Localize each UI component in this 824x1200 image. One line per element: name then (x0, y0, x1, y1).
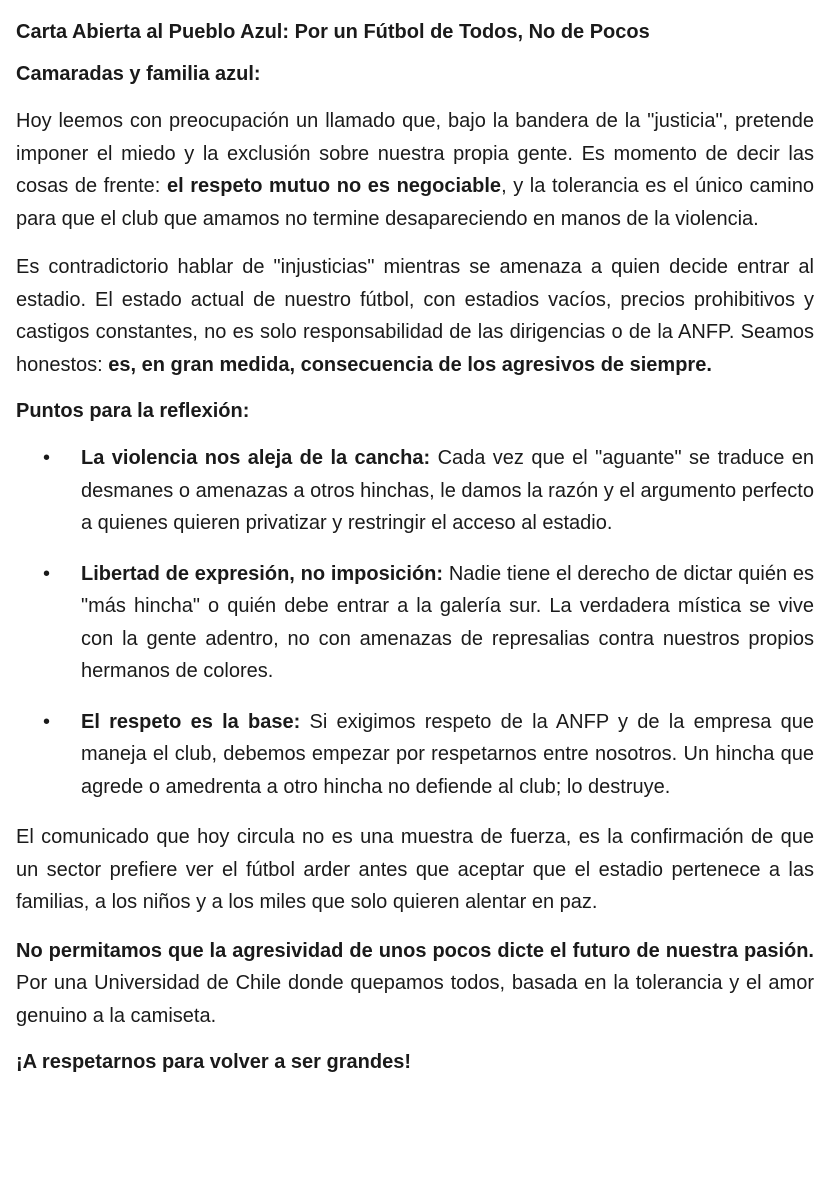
point-title: El respeto es la base: (81, 710, 301, 733)
paragraph-contradiction (16, 251, 814, 381)
paragraph-intro-text-end: , y la tolerancia es el único camino para que el club que amamos no termine desapareciendo en manos de la violencia. (16, 175, 814, 230)
list-item (16, 558, 814, 688)
paragraph-contradiction-emphasis: es, en gran medida, consecuencia de los agresivos de siempre. (108, 353, 712, 376)
paragraph-intro-text: Hoy leemos con preocupación un llamado que, bajo la bandera de la "justicia", pretende imponer el miedo y la exclusión sobre nuestra propia gente. Es momento de decir las cosas de frente: (16, 110, 814, 197)
paragraph-communique: El comunicado que hoy circula no es una muestra de fuerza, es la confirmación de que un sector prefiere ver el fútbol arder antes que aceptar que el estadio pertenece a las familias, a los niños y a los miles que solo quieren alentar en paz. (16, 826, 814, 913)
points-heading: Puntos para la reflexión: (16, 400, 250, 422)
point-text: Cada vez que el "aguante" se traduce en desmanes o amenazas a otros hinchas, le damos la razón y el argumento perfecto a quienes quieren privatizar y restringir el acceso al estadio. (81, 447, 814, 534)
bullet-icon: • (43, 447, 51, 469)
point-title: La violencia nos aleja de la cancha: (81, 447, 431, 469)
point-title: Libertad de expresión, no imposición: (81, 562, 444, 585)
call-to-action-emphasis: No permitamos que la agresividad de unos pocos dicte el futuro de nuestra pasión. (16, 939, 814, 962)
list-item (16, 442, 814, 540)
paragraph-intro (16, 105, 814, 235)
bullet-icon: • (43, 710, 51, 733)
list-item (16, 706, 814, 804)
reflection-points-list (16, 442, 814, 803)
bullet-icon: • (43, 562, 51, 585)
point-text: Si exigimos respeto de la ANFP y de la empresa que maneja el club, debemos empezar por respetarnos entre nosotros. Un hincha que agrede o amedrenta a otro hincha no defiende al club; lo destruye. (81, 710, 814, 798)
point-text: Nadie tiene el derecho de dictar quién es "más hincha" o quién debe entrar a la galería sur. La verdadera mística se vive con la gente adentro, no con amenazas de represalias contra nuestros propios hermanos de colores. (81, 562, 814, 682)
call-to-action-text: Por una Universidad de Chile donde quepamos todos, basada en la tolerancia y el amor genuino a la camiseta. (16, 972, 814, 1027)
paragraph-call-to-action (16, 935, 814, 1033)
paragraph-intro-emphasis: el respeto mutuo no es negociable (166, 175, 502, 197)
paragraph-contradiction-text: Es contradictorio hablar de "injusticias" mientras se amenaza a quien decide entrar al estadio. El estado actual de nuestro fútbol, con estadios vacíos, precios prohibitivos y castigos constantes, no es solo responsabilidad de las dirigencias o de la ANFP. Seamos honestos: (16, 256, 814, 376)
letter-closing: ¡A respetarnos para volver a ser grandes! (16, 1051, 411, 1073)
letter-title: Carta Abierta al Pueblo Azul: Por un Fútbol de Todos, No de Pocos (16, 21, 650, 43)
letter-greeting: Camaradas y familia azul: (16, 63, 261, 85)
